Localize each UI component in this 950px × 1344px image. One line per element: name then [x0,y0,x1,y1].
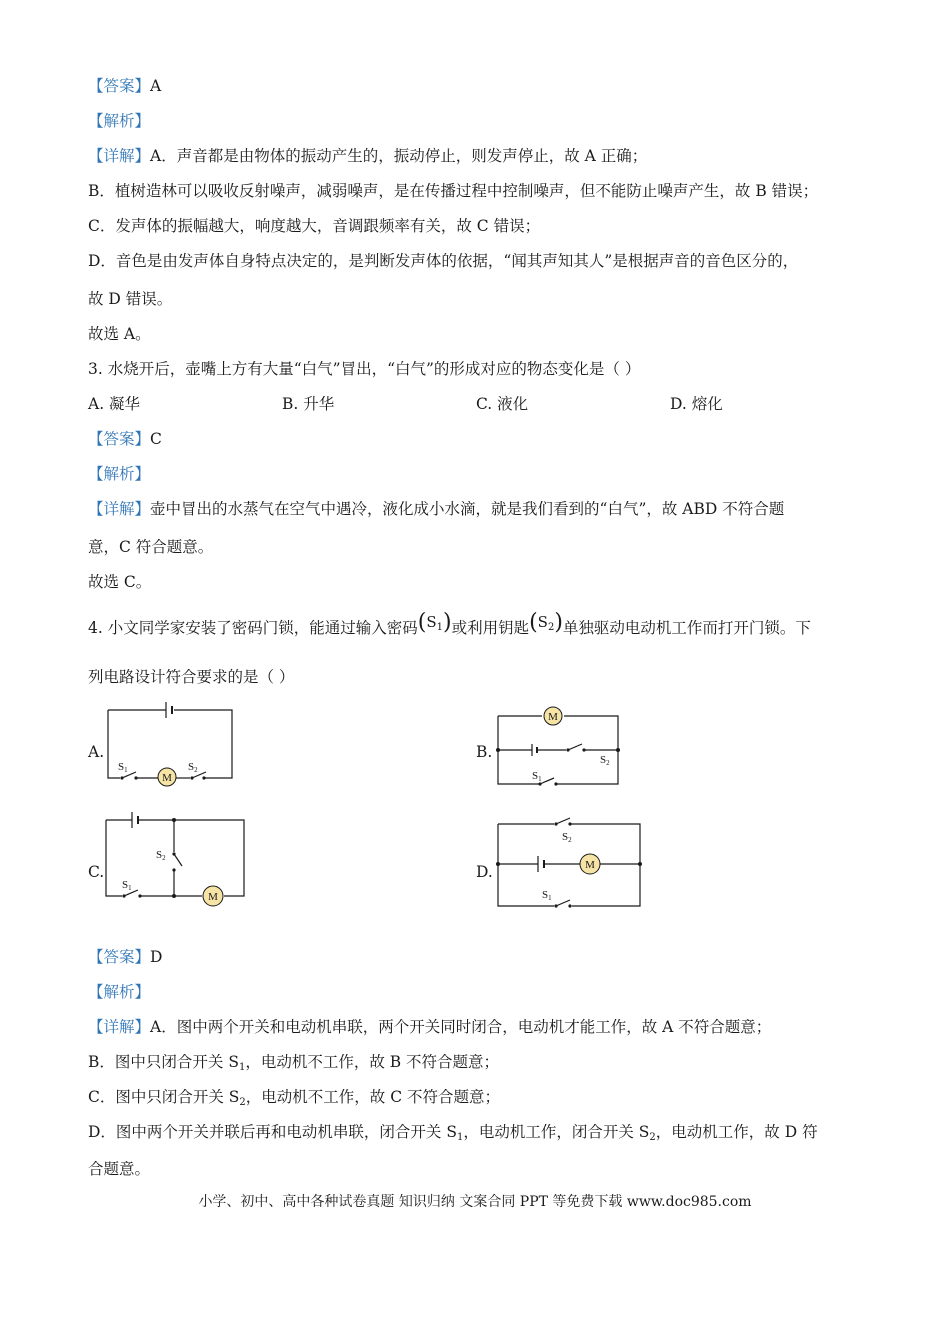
s1-symbol: $(S_1)$ [417,610,452,635]
answer-line [88,429,162,449]
circuit-c-label: C. [88,863,105,881]
motor-icon: M [208,891,218,903]
switch-s2-label: S2 [156,849,166,862]
analysis-tag: 【解析】 [88,983,151,1001]
answer-tag: 【答案】 [88,948,151,966]
detail-tag: 【详解】 [88,1018,151,1036]
detail-text: A．图中两个开关和电动机串联，两个开关同时闭合，电动机才能工作，故 A 不符合题意； [150,1018,772,1036]
motor-icon: M [585,859,595,871]
detail-line-c: C．图中只闭合开关 $S_2$，电动机不工作，故 C 不符合题意； [88,1088,500,1108]
motor-icon: M [162,772,172,784]
detail-line-d2: 故 D 错误。 [88,290,173,308]
circuit-b-diagram [496,704,622,790]
circuit-a-diagram [100,698,240,790]
circuit-b-label: B. [476,743,493,761]
answer-line [88,947,162,967]
detail-line-d1: D．图中两个开关并联后再和电动机串联，闭合开关 $S_1$，电动机工作，闭合开关 $S_2$，电动机工作，故 D 符 [88,1123,818,1143]
detail-line-b: B．植树造林可以吸收反射噪声，减弱噪声，是在传播过程中控制噪声，但不能防止噪声产生，故 B 错误； [88,182,819,200]
detail-line [88,146,647,166]
switch-s2-label: S2 [562,831,572,844]
switch-s1-label: S1 [122,879,132,892]
circuit-a-label: A. [88,743,105,761]
q4-text-part1: 4. 小文同学家安装了密码门锁，能通过输入密码 [88,619,418,637]
detail-line-c: C．发声体的振幅越大，响度越大，音调跟频率有关，故 C 错误； [88,217,541,235]
q3-option-a: A. 凝华 [88,395,141,413]
detail-line-d1: D．音色是由发声体自身特点决定的，是判断发声体的依据，“闻其声知其人”是根据声音的音色区分的， [88,252,799,270]
q4-text-part3: 单独驱动电动机工作而打开门锁。下 [562,619,811,637]
analysis-tag: 【解析】 [88,112,151,130]
circuit-d-diagram [496,812,644,912]
detail-tag: 【详解】 [88,147,151,165]
answer-tag: 【答案】 [88,77,151,95]
question-4-line1 [88,610,811,644]
choose-line: 故选 C。 [88,573,152,591]
motor-icon: M [548,711,558,723]
switch-s1-label: S1 [542,889,552,902]
detail-line-d2: 合题意。 [88,1160,151,1178]
detail-text: 壶中冒出的水蒸气在空气中遇冷，液化成小水滴，就是我们看到的“白气”，故 ABD 不符合题 [150,500,785,518]
switch-s1-label: S1 [532,770,542,783]
answer-value: A [150,77,162,95]
switch-s1-label: S1 [118,761,128,774]
answer-value: D [150,948,163,966]
s2-symbol: $(S_2)$ [529,610,563,635]
q3-option-c: C. 液化 [476,395,529,413]
detail-text: A．声音都是由物体的振动产生的，振动停止，则发声停止，故 A 正确； [150,147,648,165]
circuit-d-label: D. [476,863,493,881]
detail-tag: 【详解】 [88,500,151,518]
detail-line [88,1017,771,1037]
switch-s2-label: S2 [600,754,610,767]
answer-value: C [150,430,162,448]
switch-s2-label: S2 [188,761,198,774]
choose-line: 故选 A。 [88,325,151,343]
detail-line-2: 意，C 符合题意。 [88,538,214,556]
analysis-tag: 【解析】 [88,465,151,483]
page-footer: 小学、初中、高中各种试卷真题 知识归纳 文案合同 PPT 等免费下载 www.doc985.com [198,1194,752,1210]
answer-tag: 【答案】 [88,430,151,448]
detail-line-b: B．图中只闭合开关 $S_1$，电动机不工作，故 B 不符合题意； [88,1053,500,1073]
question-4-line2: 列电路设计符合要求的是（ ） [88,668,295,686]
circuit-c-diagram [102,808,248,910]
question-3: 3. 水烧开后，壶嘴上方有大量“白气”冒出，“白气”的形成对应的物态变化是（ ） [88,360,641,378]
answer-line [88,76,161,96]
q3-option-b: B. 升华 [282,395,335,413]
detail-line [88,499,784,519]
q4-text-part2: 或利用钥匙 [451,619,530,637]
q3-option-d: D. 熔化 [670,395,723,413]
